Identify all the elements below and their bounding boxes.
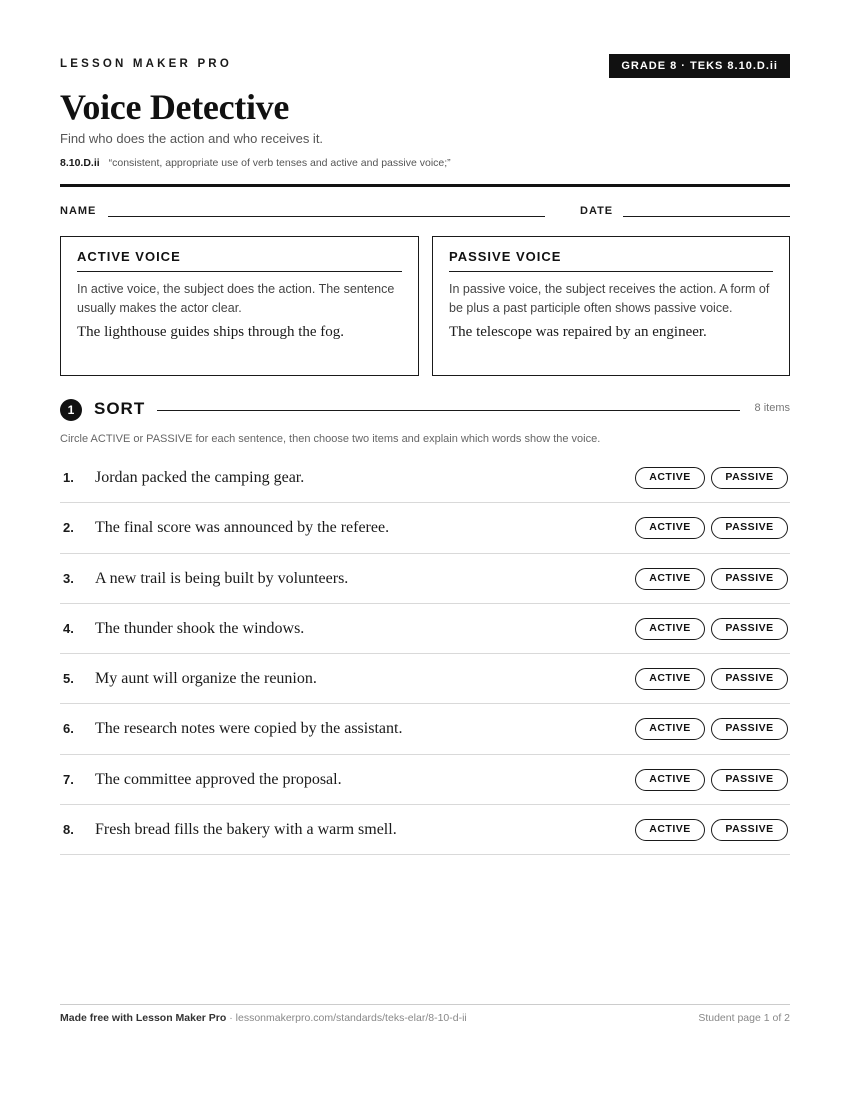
item-sentence: The final score was announced by the referee.: [95, 519, 390, 537]
footer-made-with: Made free with Lesson Maker Pro: [60, 1012, 227, 1024]
active-choice-button[interactable]: ACTIVE: [635, 769, 705, 791]
section-header: [60, 398, 790, 422]
name-field[interactable]: [108, 216, 545, 217]
item-sentence: A new trail is being built by volunteers.: [95, 569, 349, 587]
passive-choice-button[interactable]: PASSIVE: [711, 819, 788, 841]
active-voice-box: [60, 236, 419, 376]
name-label: NAME: [60, 205, 97, 217]
grade-badge: GRADE 8 · TEKS 8.10.D.ii: [609, 54, 790, 78]
passive-voice-title: PASSIVE VOICE: [449, 249, 773, 272]
passive-voice-description: In passive voice, the subject receives the action. A form of be plus a past participle often shows passive voice.: [449, 282, 770, 315]
passive-choice-button[interactable]: PASSIVE: [711, 769, 788, 791]
passive-choice-button[interactable]: PASSIVE: [711, 718, 788, 740]
active-choice-button[interactable]: ACTIVE: [635, 668, 705, 690]
brand-name: LESSON MAKER PRO: [60, 58, 232, 70]
item-number: 4.: [63, 620, 74, 636]
section-title: SORT: [94, 399, 146, 418]
top-bar: [60, 56, 790, 80]
passive-choice-button[interactable]: PASSIVE: [711, 618, 788, 640]
active-choice-button[interactable]: ACTIVE: [635, 819, 705, 841]
section-item-count: 8 items: [754, 402, 790, 414]
item-number: 8.: [63, 822, 74, 838]
item-number: 7.: [63, 771, 74, 787]
item-number: 6.: [63, 721, 74, 737]
section-instructions: Circle ACTIVE or PASSIVE for each sentence, then choose two items and explain which words show the voice.: [60, 433, 601, 445]
list-item: [60, 503, 790, 553]
list-item: [60, 453, 790, 503]
item-number: 2.: [63, 520, 74, 536]
item-sentence: My aunt will organize the reunion.: [95, 670, 317, 688]
passive-choice-button[interactable]: PASSIVE: [711, 467, 788, 489]
standard-text: “consistent, appropriate use of verb tenses and active and passive voice;”: [108, 157, 451, 169]
passive-choice-button[interactable]: PASSIVE: [711, 568, 788, 590]
sentence-list: [60, 453, 790, 855]
passive-voice-example: The telescope was repaired by an engineer.: [449, 324, 707, 340]
name-date-row: [60, 205, 790, 221]
passive-choice-button[interactable]: PASSIVE: [711, 668, 788, 690]
item-number: 5.: [63, 671, 74, 687]
section-number-badge: 1: [60, 399, 82, 421]
standard-code: 8.10.D.ii: [60, 157, 100, 169]
item-sentence: Fresh bread fills the bakery with a warm smell.: [95, 821, 397, 839]
item-sentence: The research notes were copied by the assistant.: [95, 720, 403, 738]
page-subtitle: Find who does the action and who receives it.: [60, 131, 324, 146]
list-item: [60, 704, 790, 754]
list-item: [60, 654, 790, 704]
page-title: Voice Detective: [60, 87, 290, 127]
footer-separator: ·: [226, 1012, 236, 1024]
list-item: [60, 805, 790, 855]
active-choice-button[interactable]: ACTIVE: [635, 467, 705, 489]
list-item: [60, 755, 790, 805]
list-item: [60, 604, 790, 654]
standard-line: [60, 157, 451, 169]
item-sentence: The committee approved the proposal.: [95, 770, 342, 788]
active-choice-button[interactable]: ACTIVE: [635, 568, 705, 590]
item-sentence: Jordan packed the camping gear.: [95, 469, 305, 486]
item-number: 1.: [63, 470, 74, 485]
footer-divider: [60, 1004, 790, 1005]
active-voice-example: The lighthouse guides ships through the fog.: [77, 324, 345, 340]
active-choice-button[interactable]: ACTIVE: [635, 517, 705, 539]
item-sentence: The thunder shook the windows.: [95, 619, 305, 637]
passive-voice-box: [432, 236, 790, 376]
active-voice-title: ACTIVE VOICE: [77, 249, 402, 272]
item-number: 3.: [63, 570, 74, 586]
date-label: DATE: [580, 205, 614, 217]
active-choice-button[interactable]: ACTIVE: [635, 718, 705, 740]
list-item: [60, 554, 790, 604]
section-divider: [157, 410, 740, 411]
active-voice-description: In active voice, the subject does the action. The sentence usually makes the actor clear.: [77, 282, 395, 315]
footer-credit: [60, 1012, 467, 1024]
header-divider: [60, 184, 790, 187]
active-choice-button[interactable]: ACTIVE: [635, 618, 705, 640]
footer-page-number: Student page 1 of 2: [698, 1012, 790, 1024]
passive-choice-button[interactable]: PASSIVE: [711, 517, 788, 539]
footer-url[interactable]: lessonmakerpro.com/standards/teks-elar/8-10-d-ii: [235, 1012, 467, 1024]
date-field[interactable]: [623, 216, 790, 217]
